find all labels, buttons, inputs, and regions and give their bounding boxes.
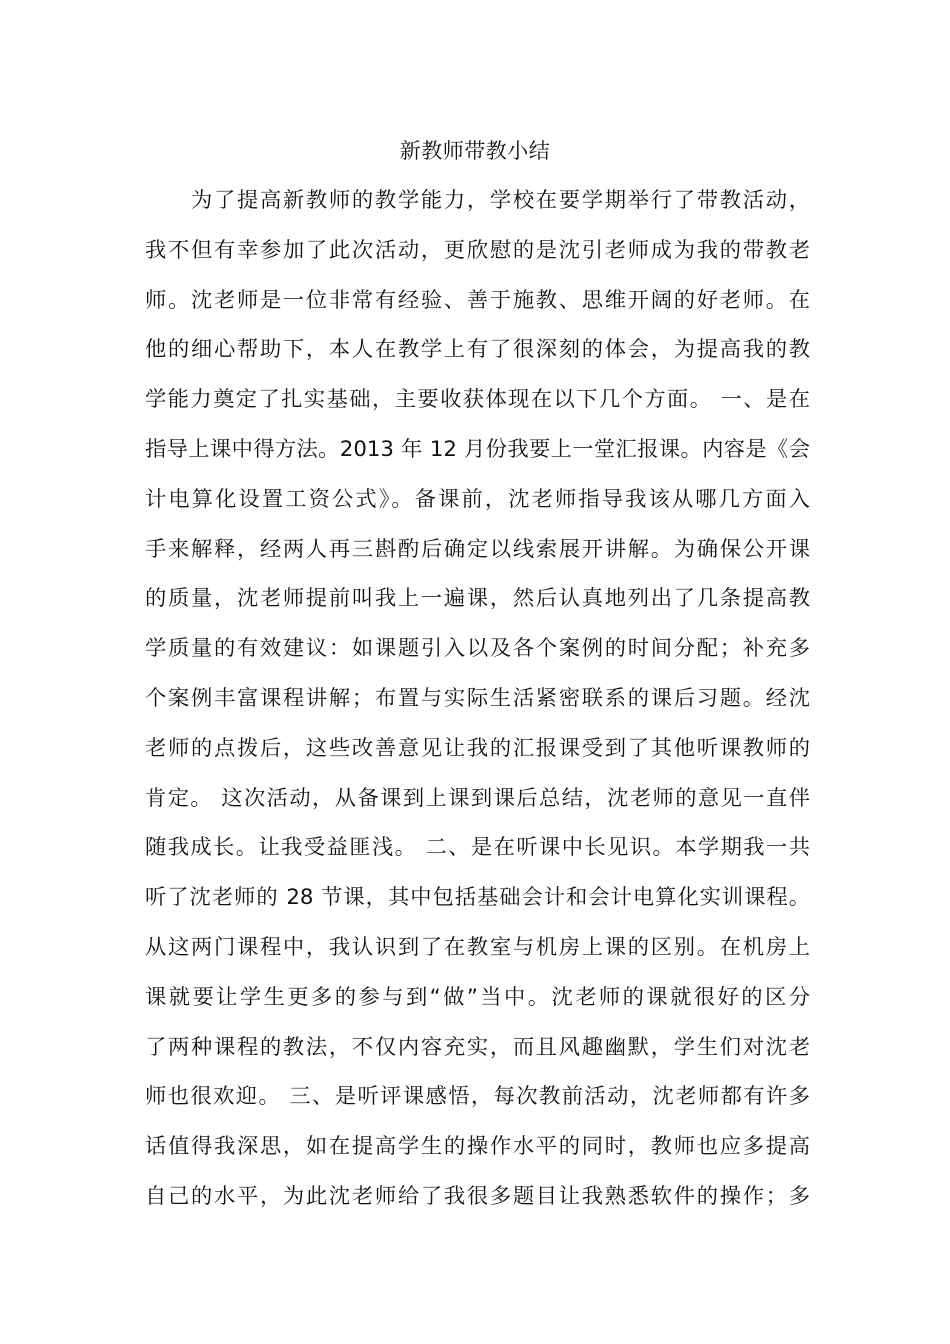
body-line: 肯定。 这次活动，从备课到上课到课后总结，沈老师的意见一直伴 bbox=[145, 785, 810, 811]
document-body bbox=[145, 183, 810, 1229]
body-line: 的质量，沈老师提前叫我上一遍课，然后认真地列出了几条提高教 bbox=[145, 586, 810, 612]
body-line: 他的细心帮助下，本人在教学上有了很深刻的体会，为提高我的教 bbox=[145, 337, 810, 363]
body-line: 听了沈老师的 28 节课，其中包括基础会计和会计电算化实训课程。 bbox=[145, 885, 810, 911]
body-line: 计电算化设置工资公式》。备课前，沈老师指导我该从哪几方面入 bbox=[145, 486, 810, 512]
body-line: 师。沈老师是一位非常有经验、善于施教、思维开阔的好老师。在 bbox=[145, 287, 810, 313]
body-line: 话值得我深思，如在提高学生的操作水平的同时，教师也应多提高 bbox=[145, 1134, 810, 1160]
body-line: 从这两门课程中，我认识到了在教室与机房上课的区别。在机房上 bbox=[145, 934, 810, 960]
body-line: 自己的水平，为此沈老师给了我很多题目让我熟悉软件的操作；多 bbox=[145, 1183, 810, 1209]
body-line: 老师的点拨后，这些改善意见让我的汇报课受到了其他听课教师的 bbox=[145, 735, 810, 761]
body-line: 手来解释，经两人再三斟酌后确定以线索展开讲解。为确保公开课 bbox=[145, 536, 810, 562]
body-line: 学质量的有效建议：如课题引入以及各个案例的时间分配；补充多 bbox=[145, 636, 810, 662]
body-line: 我不但有幸参加了此次活动，更欣慰的是沈引老师成为我的带教老 bbox=[145, 237, 810, 263]
body-line: 了两种课程的教法，不仅内容充实，而且风趣幽默，学生们对沈老 bbox=[145, 1034, 810, 1060]
body-line: 随我成长。让我受益匪浅。 二、是在听课中长见识。本学期我一共 bbox=[145, 835, 810, 861]
document-title: 新教师带教小结 bbox=[399, 139, 551, 163]
body-line: 指导上课中得方法。2013 年 12 月份我要上一堂汇报课。内容是《会 bbox=[145, 436, 810, 462]
body-line: 课就要让学生更多的参与到“做”当中。沈老师的课就很好的区分 bbox=[145, 984, 810, 1010]
body-line: 学能力奠定了扎实基础，主要收获体现在以下几个方面。 一、是在 bbox=[145, 387, 810, 413]
body-line: 为了提高新教师的教学能力，学校在要学期举行了带教活动， bbox=[145, 188, 810, 213]
body-line: 师也很欢迎。 三、是听评课感悟，每次教前活动，沈老师都有许多 bbox=[145, 1084, 810, 1110]
body-line: 个案例丰富课程讲解；布置与实际生活紧密联系的课后习题。经沈 bbox=[145, 685, 810, 711]
